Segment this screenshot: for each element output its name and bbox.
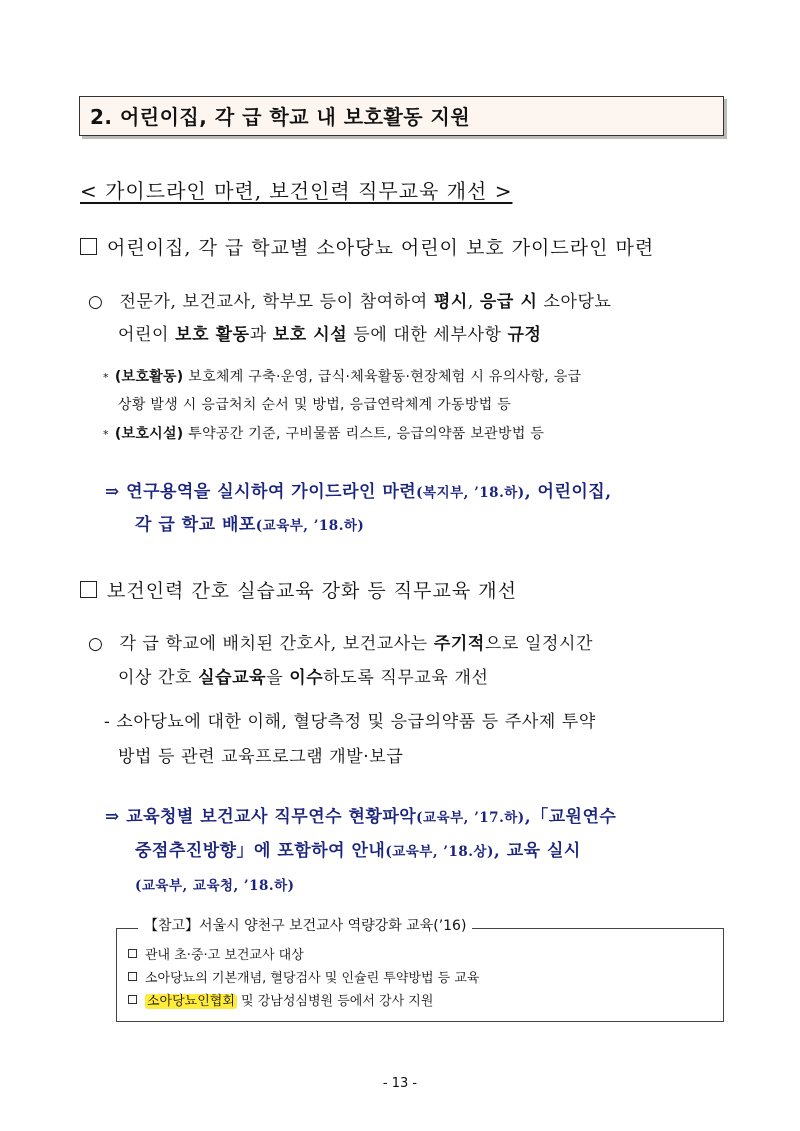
item1-note1-line2: 상황 발생 시 응급처치 순서 및 방법, 응급연락체계 가동방법 등 <box>118 397 512 413</box>
item1-note1-line1: * (보호활동) 보호체계 구축·운영, 급식·체육활동·현장체험 시 유의사항, 응급 <box>103 369 582 385</box>
square-bullet-icon <box>80 238 97 255</box>
list-item: 관내 초·중·고 보건교사 대상 <box>128 944 479 967</box>
item2-result-line1: ⇒ 교육청별 보건교사 직무연수 현황파악(교육부, ’17.하),「교원연수 <box>105 807 617 827</box>
section-title: 2. 어린이집, 각 급 학교 내 보호활동 지원 <box>90 105 471 129</box>
item1-note2: * (보호시설) 투약공간 기준, 구비물품 리스트, 응급의약품 보관방법 등 <box>103 426 545 442</box>
item2-heading: 보건인력 간호 실습교육 강화 등 직무교육 개선 <box>107 580 517 602</box>
item2-bullet-line2: 이상 간호 실습교육을 이수하도록 직무교육 개선 <box>118 668 489 688</box>
square-bullet-icon <box>128 972 137 981</box>
reference-title: 【참고】서울시 양천구 보건교사 역량강화 교육(’16) <box>138 915 472 935</box>
circle-bullet-icon: ○ <box>88 292 104 312</box>
item2-dash-line1: - 소아당뇨에 대한 이해, 혈당측정 및 응급의약품 등 주사제 투약 <box>104 712 596 732</box>
item1-heading: 어린이집, 각 급 학교별 소아당뇨 어린이 보호 가이드라인 마련 <box>107 237 655 259</box>
asterisk-icon: * <box>103 371 109 384</box>
item1-bullet-line2: 어린이 보호 활동과 보호 시설 등에 대한 세부사항 규정 <box>118 325 542 345</box>
reference-list <box>128 944 479 1013</box>
page-number: - 13 - <box>382 1076 418 1091</box>
item1-result-line2: 각 급 학교 배포(교육부, ’18.하) <box>135 515 365 535</box>
asterisk-icon: * <box>103 428 109 441</box>
square-bullet-icon <box>128 949 137 958</box>
item1-heading-row <box>80 233 654 260</box>
item2-result-line2: 중점추진방향」에 포함하여 안내(교육부, ’18.상), 교육 실시 <box>135 841 581 861</box>
guideline-heading: < 가이드라인 마련, 보건인력 직무교육 개선 > <box>80 179 513 203</box>
list-item: 소아당뇨인협회 및 강남성심병원 등에서 강사 지원 <box>128 990 479 1013</box>
square-bullet-icon <box>128 995 137 1004</box>
item2-heading-row <box>80 576 517 603</box>
item2-dash-line2: 방법 등 관련 교육프로그램 개발·보급 <box>118 747 404 767</box>
square-bullet-icon <box>80 581 97 598</box>
item2-result-line3: (교육부, 교육청, ’18.하) <box>135 878 295 894</box>
list-item: 소아당뇨의 기본개념, 혈당검사 및 인슐린 투약방법 등 교육 <box>128 967 479 990</box>
circle-bullet-icon: ○ <box>88 634 104 654</box>
highlighted-text: 소아당뇨인협회 <box>147 994 235 1009</box>
item1-bullet-line1: ○ 전문가, 보건교사, 학부모 등이 참여하여 평시, 응급 시 소아당뇨 <box>88 292 612 312</box>
item2-bullet-line1: ○ 각 급 학교에 배치된 간호사, 보건교사는 주기적으로 일정시간 <box>88 634 594 654</box>
item1-result-line1: ⇒ 연구용역을 실시하여 가이드라인 마련(복지부, ’18.하), 어린이집, <box>105 482 612 502</box>
